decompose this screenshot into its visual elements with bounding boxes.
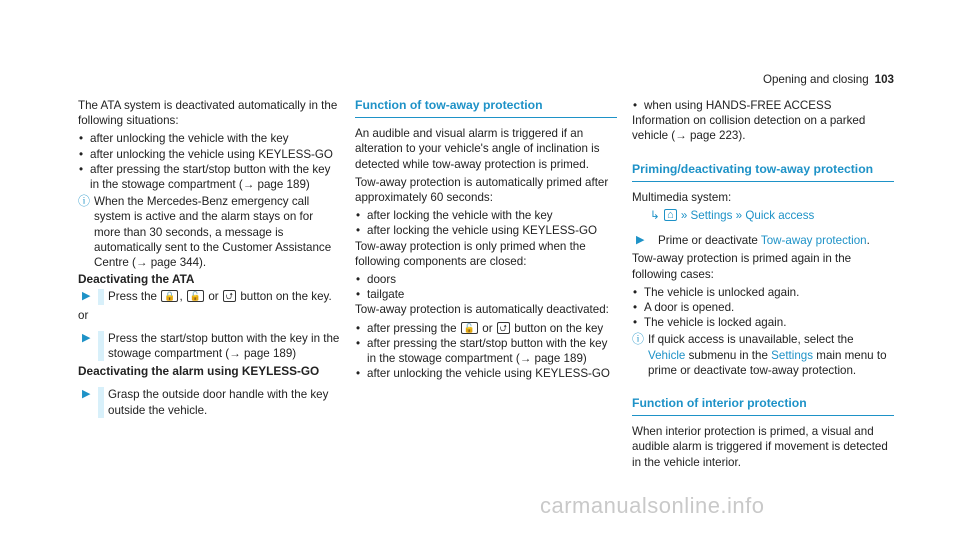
path-quick-access: Quick access (745, 209, 815, 223)
info-icon: ⓘ (632, 332, 645, 347)
path-separator-icon: » (680, 209, 688, 223)
step-grasp-handle: ▶ Grasp the outside door handle with the key outside the vehicle. (82, 388, 329, 417)
list-item: • after locking the vehicle using KEYLESS-GO (355, 223, 617, 238)
list-item: • when using HANDS-FREE ACCESS (632, 98, 894, 113)
watermark: carmanualsonline.info (540, 493, 765, 518)
list-item: • after unlocking the vehicle with the key (78, 131, 340, 146)
column-3 (632, 98, 894, 473)
step-start-stop: ▶ Press the start/stop button with the key in the stowage compartment (→ page 189) (82, 331, 340, 361)
paragraph: An audible and visual alarm is triggered if an alteration to your vehicle's angle of inclination is detected while tow-away protection is primed. (355, 127, 600, 171)
paragraph: When interior protection is primed, a visual and audible alarm is triggered if movement is detected in the vehicle interior. (632, 425, 888, 469)
settings-link: Settings (771, 348, 814, 362)
list-item: • The vehicle is unlocked again. (632, 285, 894, 300)
paragraph: Tow-away protection is primed again in the following cases: (632, 252, 852, 281)
paragraph: Tow-away protection is automatically primed after approximately 60 seconds: (355, 175, 609, 205)
step-press-button: ▶ Press the 🔒 , 🔓 or ⮍ button on the key. (82, 290, 332, 304)
heading-tow-away-function: Function of tow-away protection (355, 98, 617, 118)
unlock-button-icon: 🔓 (461, 322, 478, 334)
primed-list (355, 208, 617, 238)
list-item: • after unlocking the vehicle using KEYLESS-GO (355, 366, 617, 381)
list-item: • The vehicle is locked again. (632, 315, 894, 330)
note-text: When the Mercedes-Benz emergency call system is active and the alarm stays on for more than 30 seconds, a message is automatically sent to the Customer Assistance Centre (→ page 344). (94, 195, 332, 270)
page-header (763, 72, 894, 87)
info-icon: ⓘ (78, 194, 91, 209)
heading-deactivating-keyless: Deactivating the alarm using KEYLESS-GO (78, 364, 320, 379)
components-list (355, 272, 617, 302)
list-item: • doors (355, 272, 617, 287)
path-start-icon: ↳ (650, 209, 660, 223)
vehicle-link: Vehicle (648, 348, 686, 362)
paragraph: Information on collision detection on a parked vehicle (→ page 223). (632, 114, 866, 143)
paragraph: Tow-away protection is only primed when the following components are closed: (355, 239, 586, 268)
heading-interior-protection: Function of interior protection (632, 396, 894, 416)
list-item: • after locking the vehicle with the key (355, 208, 617, 223)
list-item: • after pressing the start/stop button with the key in the stowage compartment (→ page 189) (78, 162, 340, 192)
heading-priming-tow-away: Priming/deactivating tow-away protection (632, 162, 894, 182)
step-prime-deactivate: ▶ Prime or deactivate Tow-away protection. (636, 234, 870, 248)
list-item: • tailgate (355, 287, 617, 302)
list-item: • after pressing the 🔓 or ⮍ button on the key (355, 321, 617, 336)
deactivation-list (78, 131, 340, 192)
heading-deactivating-ata: Deactivating the ATA (78, 272, 195, 287)
path-settings: Settings (690, 209, 733, 223)
column-2 (355, 98, 617, 381)
intro-text: The ATA system is deactivated automatically in the following situations: (78, 99, 338, 128)
paragraph: Tow-away protection is automatically deactivated: (355, 303, 609, 317)
list-item: • A door is opened. (632, 300, 894, 315)
tailgate-button-icon: ⮍ (497, 322, 510, 334)
section-title: Opening and closing (762, 73, 869, 86)
menu-path (632, 208, 894, 223)
step-arrow-icon: ▶ (82, 331, 91, 344)
list-item: • after pressing the start/stop button with the key in the stowage compartment (→ page 189) (355, 336, 617, 366)
info-note: ⓘ If quick access is unavailable, select the Vehicle submenu in the Settings main menu to prime or deactivate tow-away protection. (632, 332, 887, 377)
page-number: 103 (874, 73, 894, 86)
primed-again-list (632, 285, 894, 331)
tailgate-button-icon: ⮍ (223, 290, 236, 302)
multimedia-label: Multimedia system: (632, 190, 732, 204)
info-note (78, 194, 340, 270)
tow-away-protection-link: Tow-away protection (760, 234, 867, 248)
column-1 (78, 98, 340, 421)
step-arrow-icon: ▶ (82, 290, 91, 303)
or-text: or (78, 308, 89, 322)
path-separator-icon: » (735, 209, 743, 223)
step-arrow-icon: ▶ (636, 234, 645, 247)
step-arrow-icon: ▶ (82, 388, 91, 401)
home-icon: ⌂ (664, 209, 677, 221)
deactivated-list (355, 321, 617, 382)
unlock-button-icon: 🔓 (187, 290, 204, 302)
lock-button-icon: 🔒 (161, 290, 178, 302)
conditions-list (632, 98, 894, 113)
list-item: • after unlocking the vehicle using KEYLESS-GO (78, 147, 340, 162)
